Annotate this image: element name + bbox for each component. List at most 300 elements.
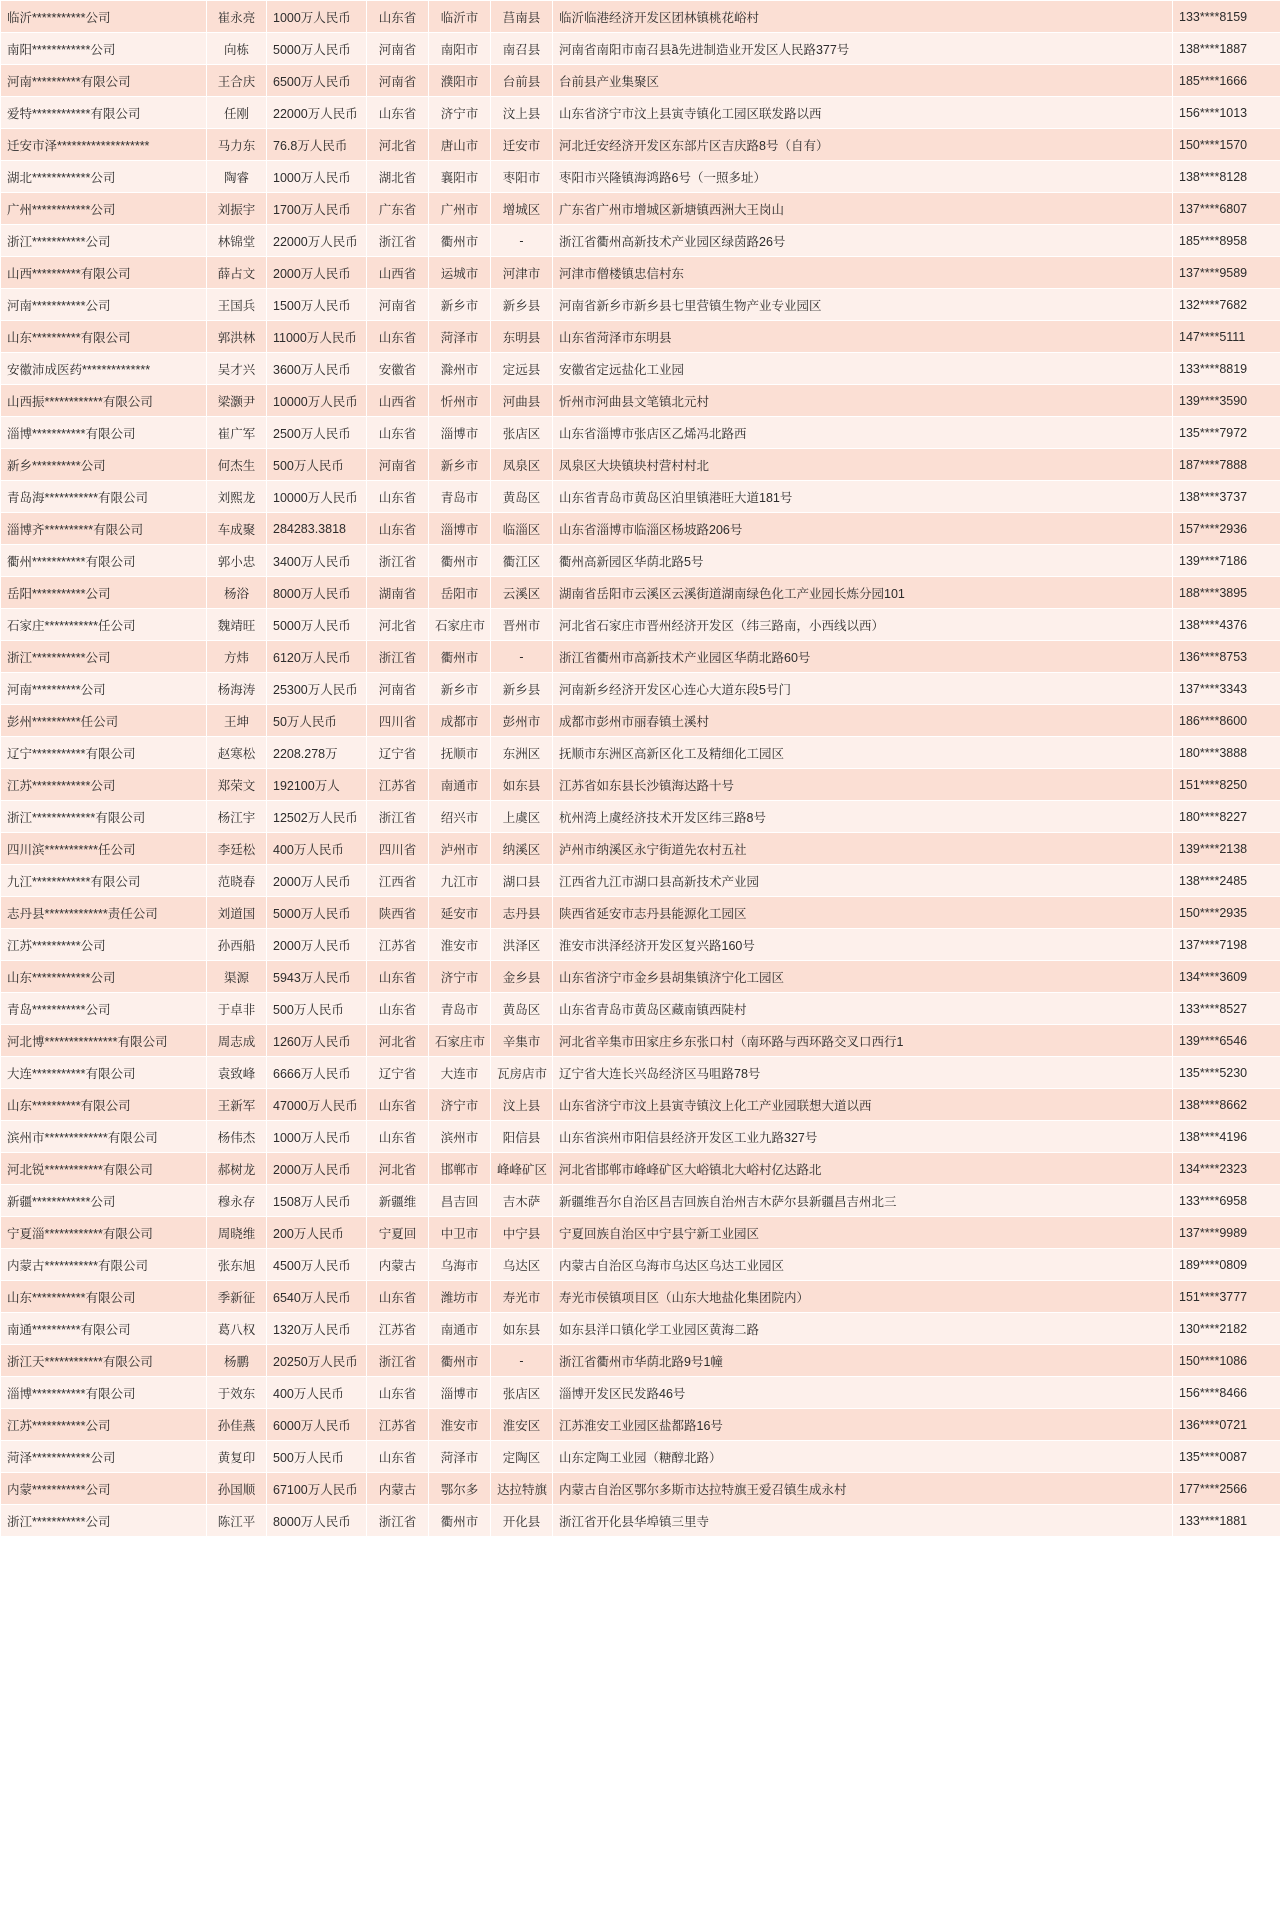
cell-registered-capital: 76.8万人民币 xyxy=(267,129,367,161)
cell-province: 河南省 xyxy=(367,65,429,97)
cell-company-name: 浙江***********公司 xyxy=(1,641,207,673)
cell-address: 山东省济宁市汶上县寅寺镇汶上化工产业园联想大道以西 xyxy=(553,1089,1173,1121)
table-row xyxy=(1,1,1280,33)
cell-district: 新乡县 xyxy=(491,673,553,705)
cell-registered-capital: 22000万人民币 xyxy=(267,225,367,257)
cell-district: 黄岛区 xyxy=(491,481,553,513)
cell-contact-person: 刘熙龙 xyxy=(207,481,267,513)
cell-registered-capital: 2000万人民币 xyxy=(267,865,367,897)
cell-phone: 139****3590 xyxy=(1173,385,1280,417)
cell-contact-person: 郭洪林 xyxy=(207,321,267,353)
cell-registered-capital: 400万人民币 xyxy=(267,833,367,865)
cell-registered-capital: 1508万人民币 xyxy=(267,1185,367,1217)
cell-district: 峰峰矿区 xyxy=(491,1153,553,1185)
cell-address: 山东定陶工业园（糖醇北路） xyxy=(553,1441,1173,1473)
table-row xyxy=(1,1377,1280,1409)
cell-province: 内蒙古 xyxy=(367,1473,429,1505)
cell-registered-capital: 1000万人民币 xyxy=(267,1121,367,1153)
cell-registered-capital: 25300万人民币 xyxy=(267,673,367,705)
cell-phone: 156****8466 xyxy=(1173,1377,1280,1409)
cell-district: 辛集市 xyxy=(491,1025,553,1057)
table-row xyxy=(1,161,1280,193)
cell-district: 东洲区 xyxy=(491,737,553,769)
cell-city: 新乡市 xyxy=(429,449,491,481)
cell-address: 河南新乡经济开发区心连心大道东段5号门 xyxy=(553,673,1173,705)
cell-province: 山东省 xyxy=(367,1089,429,1121)
cell-city: 滁州市 xyxy=(429,353,491,385)
cell-phone: 137****7198 xyxy=(1173,929,1280,961)
cell-city: 新乡市 xyxy=(429,289,491,321)
cell-district: 湖口县 xyxy=(491,865,553,897)
table-row xyxy=(1,1249,1280,1281)
cell-province: 河南省 xyxy=(367,673,429,705)
cell-registered-capital: 4500万人民币 xyxy=(267,1249,367,1281)
cell-contact-person: 渠源 xyxy=(207,961,267,993)
cell-province: 湖北省 xyxy=(367,161,429,193)
cell-registered-capital: 1500万人民币 xyxy=(267,289,367,321)
cell-city: 淄博市 xyxy=(429,1377,491,1409)
cell-province: 内蒙古 xyxy=(367,1249,429,1281)
cell-address: 浙江省开化县华埠镇三里寺 xyxy=(553,1505,1173,1537)
cell-company-name: 淄博齐**********有限公司 xyxy=(1,513,207,545)
cell-province: 河南省 xyxy=(367,289,429,321)
cell-city: 衢州市 xyxy=(429,1505,491,1537)
cell-province: 辽宁省 xyxy=(367,1057,429,1089)
cell-company-name: 河南**********公司 xyxy=(1,673,207,705)
cell-address: 河北省辛集市田家庄乡东张口村（南环路与西环路交叉口西行1 xyxy=(553,1025,1173,1057)
cell-province: 浙江省 xyxy=(367,1345,429,1377)
cell-city: 衢州市 xyxy=(429,225,491,257)
cell-registered-capital: 3600万人民币 xyxy=(267,353,367,385)
cell-address: 衢州高新园区华荫北路5号 xyxy=(553,545,1173,577)
cell-registered-capital: 6666万人民币 xyxy=(267,1057,367,1089)
cell-address: 江西省九江市湖口县高新技术产业园 xyxy=(553,865,1173,897)
cell-contact-person: 薛占文 xyxy=(207,257,267,289)
cell-registered-capital: 20250万人民币 xyxy=(267,1345,367,1377)
cell-district: 定陶区 xyxy=(491,1441,553,1473)
cell-city: 乌海市 xyxy=(429,1249,491,1281)
cell-address: 新疆维吾尔自治区昌吉回族自治州吉木萨尔县新疆昌吉州北三 xyxy=(553,1185,1173,1217)
cell-province: 陕西省 xyxy=(367,897,429,929)
cell-province: 河北省 xyxy=(367,1025,429,1057)
cell-company-name: 江苏************公司 xyxy=(1,769,207,801)
cell-city: 濮阳市 xyxy=(429,65,491,97)
cell-registered-capital: 200万人民币 xyxy=(267,1217,367,1249)
cell-city: 忻州市 xyxy=(429,385,491,417)
cell-phone: 133****8527 xyxy=(1173,993,1280,1025)
cell-phone: 187****7888 xyxy=(1173,449,1280,481)
table-row xyxy=(1,1505,1280,1537)
cell-phone: 138****4376 xyxy=(1173,609,1280,641)
table-row xyxy=(1,993,1280,1025)
table-row xyxy=(1,961,1280,993)
table-row xyxy=(1,257,1280,289)
cell-contact-person: 刘振宇 xyxy=(207,193,267,225)
cell-address: 辽宁省大连长兴岛经济区马咀路78号 xyxy=(553,1057,1173,1089)
cell-registered-capital: 284283.3818 xyxy=(267,513,367,545)
cell-address: 山东省青岛市黄岛区泊里镇港旺大道181号 xyxy=(553,481,1173,513)
cell-district: - xyxy=(491,641,553,673)
cell-contact-person: 车成聚 xyxy=(207,513,267,545)
cell-contact-person: 王合庆 xyxy=(207,65,267,97)
table-row xyxy=(1,1121,1280,1153)
cell-city: 南阳市 xyxy=(429,33,491,65)
cell-district: 晋州市 xyxy=(491,609,553,641)
cell-district: 汶上县 xyxy=(491,97,553,129)
cell-city: 衢州市 xyxy=(429,1345,491,1377)
cell-province: 山东省 xyxy=(367,417,429,449)
cell-city: 济宁市 xyxy=(429,961,491,993)
cell-province: 山东省 xyxy=(367,97,429,129)
cell-company-name: 浙江天************有限公司 xyxy=(1,1345,207,1377)
cell-city: 泸州市 xyxy=(429,833,491,865)
cell-registered-capital: 2000万人民币 xyxy=(267,929,367,961)
cell-city: 抚顺市 xyxy=(429,737,491,769)
cell-address: 成都市彭州市丽春镇土溪村 xyxy=(553,705,1173,737)
cell-phone: 132****7682 xyxy=(1173,289,1280,321)
cell-province: 四川省 xyxy=(367,833,429,865)
cell-registered-capital: 2500万人民币 xyxy=(267,417,367,449)
cell-province: 山东省 xyxy=(367,1377,429,1409)
cell-contact-person: 孙佳燕 xyxy=(207,1409,267,1441)
table-row xyxy=(1,65,1280,97)
cell-district: 寿光市 xyxy=(491,1281,553,1313)
cell-city: 新乡市 xyxy=(429,673,491,705)
cell-phone: 150****2935 xyxy=(1173,897,1280,929)
cell-city: 广州市 xyxy=(429,193,491,225)
cell-address: 如东县洋口镇化学工业园区黄海二路 xyxy=(553,1313,1173,1345)
cell-district: 达拉特旗 xyxy=(491,1473,553,1505)
cell-phone: 136****8753 xyxy=(1173,641,1280,673)
cell-province: 山东省 xyxy=(367,961,429,993)
cell-company-name: 山东**********有限公司 xyxy=(1,1089,207,1121)
cell-address: 浙江省衢州高新技术产业园区绿茵路26号 xyxy=(553,225,1173,257)
cell-company-name: 淄博***********有限公司 xyxy=(1,417,207,449)
cell-contact-person: 魏靖旺 xyxy=(207,609,267,641)
cell-company-name: 九江************有限公司 xyxy=(1,865,207,897)
table-row xyxy=(1,129,1280,161)
table-row xyxy=(1,289,1280,321)
cell-contact-person: 穆永存 xyxy=(207,1185,267,1217)
cell-district: 临淄区 xyxy=(491,513,553,545)
cell-address: 山东省菏泽市东明县 xyxy=(553,321,1173,353)
cell-address: 忻州市河曲县文笔镇北元村 xyxy=(553,385,1173,417)
table-row xyxy=(1,769,1280,801)
cell-district: 台前县 xyxy=(491,65,553,97)
cell-district: 彭州市 xyxy=(491,705,553,737)
cell-address: 河北省石家庄市晋州经济开发区（纬三路南，小西线以西） xyxy=(553,609,1173,641)
cell-district: 瓦房店市 xyxy=(491,1057,553,1089)
cell-address: 河南省新乡市新乡县七里营镇生物产业专业园区 xyxy=(553,289,1173,321)
cell-phone: 150****1570 xyxy=(1173,129,1280,161)
cell-contact-person: 周志成 xyxy=(207,1025,267,1057)
cell-address: 临沂临港经济开发区团林镇桃花峪村 xyxy=(553,1,1173,33)
cell-phone: 134****3609 xyxy=(1173,961,1280,993)
table-row xyxy=(1,449,1280,481)
table-row xyxy=(1,1473,1280,1505)
cell-district: 迁安市 xyxy=(491,129,553,161)
cell-district: 定远县 xyxy=(491,353,553,385)
cell-contact-person: 王坤 xyxy=(207,705,267,737)
table-row xyxy=(1,513,1280,545)
cell-district: 衢江区 xyxy=(491,545,553,577)
table-row xyxy=(1,225,1280,257)
cell-registered-capital: 6000万人民币 xyxy=(267,1409,367,1441)
cell-phone: 138****2485 xyxy=(1173,865,1280,897)
cell-company-name: 内蒙古***********有限公司 xyxy=(1,1249,207,1281)
cell-city: 淄博市 xyxy=(429,513,491,545)
cell-city: 济宁市 xyxy=(429,97,491,129)
cell-city: 临沂市 xyxy=(429,1,491,33)
table-row xyxy=(1,1217,1280,1249)
cell-province: 浙江省 xyxy=(367,545,429,577)
cell-phone: 151****8250 xyxy=(1173,769,1280,801)
cell-contact-person: 于效东 xyxy=(207,1377,267,1409)
cell-company-name: 岳阳***********公司 xyxy=(1,577,207,609)
cell-city: 衢州市 xyxy=(429,545,491,577)
cell-province: 浙江省 xyxy=(367,225,429,257)
cell-district: 枣阳市 xyxy=(491,161,553,193)
cell-city: 大连市 xyxy=(429,1057,491,1089)
cell-address: 河津市僧楼镇忠信村东 xyxy=(553,257,1173,289)
cell-phone: 185****1666 xyxy=(1173,65,1280,97)
cell-province: 浙江省 xyxy=(367,801,429,833)
cell-company-name: 南通**********有限公司 xyxy=(1,1313,207,1345)
cell-district: 纳溪区 xyxy=(491,833,553,865)
cell-province: 江西省 xyxy=(367,865,429,897)
cell-registered-capital: 192100万人 xyxy=(267,769,367,801)
cell-registered-capital: 2000万人民币 xyxy=(267,257,367,289)
cell-address: 淄博开发区民发路46号 xyxy=(553,1377,1173,1409)
cell-address: 山东省滨州市阳信县经济开发区工业九路327号 xyxy=(553,1121,1173,1153)
cell-district: 志丹县 xyxy=(491,897,553,929)
cell-city: 菏泽市 xyxy=(429,321,491,353)
cell-province: 浙江省 xyxy=(367,641,429,673)
cell-city: 石家庄市 xyxy=(429,609,491,641)
cell-registered-capital: 3400万人民币 xyxy=(267,545,367,577)
cell-province: 新疆维 xyxy=(367,1185,429,1217)
cell-city: 南通市 xyxy=(429,1313,491,1345)
table-row xyxy=(1,545,1280,577)
table-body xyxy=(1,1,1280,1537)
cell-registered-capital: 5943万人民币 xyxy=(267,961,367,993)
cell-phone: 137****9989 xyxy=(1173,1217,1280,1249)
cell-registered-capital: 6500万人民币 xyxy=(267,65,367,97)
cell-company-name: 江苏***********公司 xyxy=(1,1409,207,1441)
cell-phone: 138****1887 xyxy=(1173,33,1280,65)
cell-district: 淮安区 xyxy=(491,1409,553,1441)
cell-phone: 137****9589 xyxy=(1173,257,1280,289)
cell-phone: 138****3737 xyxy=(1173,481,1280,513)
cell-address: 寿光市侯镇项目区（山东大地盐化集团院内） xyxy=(553,1281,1173,1313)
cell-district: 如东县 xyxy=(491,769,553,801)
cell-company-name: 湖北************公司 xyxy=(1,161,207,193)
cell-district: 如东县 xyxy=(491,1313,553,1345)
cell-city: 襄阳市 xyxy=(429,161,491,193)
cell-province: 浙江省 xyxy=(367,1505,429,1537)
cell-address: 泸州市纳溪区永宁街道先农村五社 xyxy=(553,833,1173,865)
cell-company-name: 河南**********有限公司 xyxy=(1,65,207,97)
table-row xyxy=(1,577,1280,609)
table-row xyxy=(1,705,1280,737)
cell-phone: 177****2566 xyxy=(1173,1473,1280,1505)
cell-phone: 135****7972 xyxy=(1173,417,1280,449)
cell-phone: 136****0721 xyxy=(1173,1409,1280,1441)
cell-phone: 134****2323 xyxy=(1173,1153,1280,1185)
cell-phone: 137****3343 xyxy=(1173,673,1280,705)
cell-district: 上虞区 xyxy=(491,801,553,833)
cell-contact-person: 任刚 xyxy=(207,97,267,129)
cell-province: 河南省 xyxy=(367,33,429,65)
cell-phone: 138****4196 xyxy=(1173,1121,1280,1153)
cell-contact-person: 王国兵 xyxy=(207,289,267,321)
cell-company-name: 南阳************公司 xyxy=(1,33,207,65)
cell-phone: 138****8128 xyxy=(1173,161,1280,193)
cell-address: 江苏省如东县长沙镇海达路十号 xyxy=(553,769,1173,801)
cell-contact-person: 葛八权 xyxy=(207,1313,267,1345)
cell-phone: 135****0087 xyxy=(1173,1441,1280,1473)
cell-contact-person: 王新军 xyxy=(207,1089,267,1121)
cell-district: - xyxy=(491,1345,553,1377)
cell-province: 山东省 xyxy=(367,321,429,353)
cell-district: 乌达区 xyxy=(491,1249,553,1281)
cell-registered-capital: 47000万人民币 xyxy=(267,1089,367,1121)
table-row xyxy=(1,1185,1280,1217)
cell-company-name: 临沂***********公司 xyxy=(1,1,207,33)
cell-district: 河曲县 xyxy=(491,385,553,417)
cell-city: 唐山市 xyxy=(429,129,491,161)
cell-district: 金乡县 xyxy=(491,961,553,993)
cell-city: 昌吉回 xyxy=(429,1185,491,1217)
cell-registered-capital: 22000万人民币 xyxy=(267,97,367,129)
cell-address: 山东省济宁市汶上县寅寺镇化工园区联发路以西 xyxy=(553,97,1173,129)
cell-company-name: 河北锐************有限公司 xyxy=(1,1153,207,1185)
cell-city: 潍坊市 xyxy=(429,1281,491,1313)
cell-contact-person: 于卓非 xyxy=(207,993,267,1025)
cell-registered-capital: 5000万人民币 xyxy=(267,897,367,929)
cell-company-name: 衢州***********有限公司 xyxy=(1,545,207,577)
cell-phone: 186****8600 xyxy=(1173,705,1280,737)
cell-province: 山东省 xyxy=(367,1,429,33)
cell-district: 阳信县 xyxy=(491,1121,553,1153)
cell-contact-person: 崔永亮 xyxy=(207,1,267,33)
cell-address: 湖南省岳阳市云溪区云溪街道湖南绿色化工产业园长炼分园101 xyxy=(553,577,1173,609)
cell-contact-person: 郑荣文 xyxy=(207,769,267,801)
cell-province: 河北省 xyxy=(367,129,429,161)
cell-province: 安徽省 xyxy=(367,353,429,385)
cell-company-name: 江苏**********公司 xyxy=(1,929,207,961)
cell-district: 莒南县 xyxy=(491,1,553,33)
cell-address: 山东省淄博市张店区乙烯冯北路西 xyxy=(553,417,1173,449)
cell-phone: 139****7186 xyxy=(1173,545,1280,577)
cell-company-name: 内蒙***********公司 xyxy=(1,1473,207,1505)
cell-province: 山东省 xyxy=(367,1441,429,1473)
cell-phone: 151****3777 xyxy=(1173,1281,1280,1313)
cell-company-name: 滨州市*************有限公司 xyxy=(1,1121,207,1153)
table-row xyxy=(1,385,1280,417)
table-row xyxy=(1,1409,1280,1441)
cell-address: 杭州湾上虞经济技术开发区纬三路8号 xyxy=(553,801,1173,833)
cell-address: 凤泉区大块镇块村营村村北 xyxy=(553,449,1173,481)
table-row xyxy=(1,865,1280,897)
cell-city: 济宁市 xyxy=(429,1089,491,1121)
cell-registered-capital: 500万人民币 xyxy=(267,1441,367,1473)
table-row xyxy=(1,801,1280,833)
cell-province: 山东省 xyxy=(367,1121,429,1153)
cell-city: 滨州市 xyxy=(429,1121,491,1153)
cell-province: 山西省 xyxy=(367,257,429,289)
cell-city: 岳阳市 xyxy=(429,577,491,609)
cell-phone: 156****1013 xyxy=(1173,97,1280,129)
cell-phone: 138****8662 xyxy=(1173,1089,1280,1121)
cell-registered-capital: 50万人民币 xyxy=(267,705,367,737)
cell-district: 增城区 xyxy=(491,193,553,225)
cell-district: 新乡县 xyxy=(491,289,553,321)
cell-registered-capital: 2208.278万 xyxy=(267,737,367,769)
cell-phone: 189****0809 xyxy=(1173,1249,1280,1281)
cell-company-name: 大连***********有限公司 xyxy=(1,1057,207,1089)
cell-contact-person: 孙西船 xyxy=(207,929,267,961)
cell-company-name: 青岛***********公司 xyxy=(1,993,207,1025)
cell-company-name: 新疆************公司 xyxy=(1,1185,207,1217)
cell-company-name: 山东**********有限公司 xyxy=(1,321,207,353)
cell-province: 山东省 xyxy=(367,993,429,1025)
cell-address: 陕西省延安市志丹县能源化工园区 xyxy=(553,897,1173,929)
cell-province: 河北省 xyxy=(367,609,429,641)
cell-address: 河北省邯郸市峰峰矿区大峪镇北大峪村亿达路北 xyxy=(553,1153,1173,1185)
cell-company-name: 辽宁***********有限公司 xyxy=(1,737,207,769)
cell-contact-person: 郝树龙 xyxy=(207,1153,267,1185)
cell-phone: 150****1086 xyxy=(1173,1345,1280,1377)
cell-address: 广东省广州市增城区新塘镇西洲大王岗山 xyxy=(553,193,1173,225)
cell-phone: 135****5230 xyxy=(1173,1057,1280,1089)
cell-contact-person: 袁致峰 xyxy=(207,1057,267,1089)
cell-district: 河津市 xyxy=(491,257,553,289)
cell-district: 吉木萨 xyxy=(491,1185,553,1217)
cell-registered-capital: 8000万人民币 xyxy=(267,577,367,609)
cell-contact-person: 刘道国 xyxy=(207,897,267,929)
table-row xyxy=(1,97,1280,129)
cell-registered-capital: 500万人民币 xyxy=(267,993,367,1025)
table-row xyxy=(1,673,1280,705)
cell-address: 内蒙古自治区鄂尔多斯市达拉特旗王爱召镇生成永村 xyxy=(553,1473,1173,1505)
table-row xyxy=(1,353,1280,385)
cell-contact-person: 孙国顺 xyxy=(207,1473,267,1505)
cell-address: 河南省南阳市南召县ầ先进制造业开发区人民路377号 xyxy=(553,33,1173,65)
cell-city: 淮安市 xyxy=(429,929,491,961)
cell-contact-person: 杨江宇 xyxy=(207,801,267,833)
cell-contact-person: 赵寒松 xyxy=(207,737,267,769)
cell-phone: 180****8227 xyxy=(1173,801,1280,833)
cell-address: 江苏淮安工业园区盐都路16号 xyxy=(553,1409,1173,1441)
table-row xyxy=(1,1281,1280,1313)
cell-company-name: 浙江***********公司 xyxy=(1,225,207,257)
cell-registered-capital: 500万人民币 xyxy=(267,449,367,481)
cell-company-name: 菏泽************公司 xyxy=(1,1441,207,1473)
cell-address: 宁夏回族自治区中宁县宁新工业园区 xyxy=(553,1217,1173,1249)
cell-company-name: 爱特************有限公司 xyxy=(1,97,207,129)
cell-contact-person: 杨伟杰 xyxy=(207,1121,267,1153)
cell-phone: 137****6807 xyxy=(1173,193,1280,225)
cell-phone: 180****3888 xyxy=(1173,737,1280,769)
cell-city: 淮安市 xyxy=(429,1409,491,1441)
cell-province: 江苏省 xyxy=(367,769,429,801)
cell-company-name: 石家庄***********任公司 xyxy=(1,609,207,641)
cell-city: 中卫市 xyxy=(429,1217,491,1249)
cell-contact-person: 崔广军 xyxy=(207,417,267,449)
table-row xyxy=(1,193,1280,225)
cell-district: 开化县 xyxy=(491,1505,553,1537)
